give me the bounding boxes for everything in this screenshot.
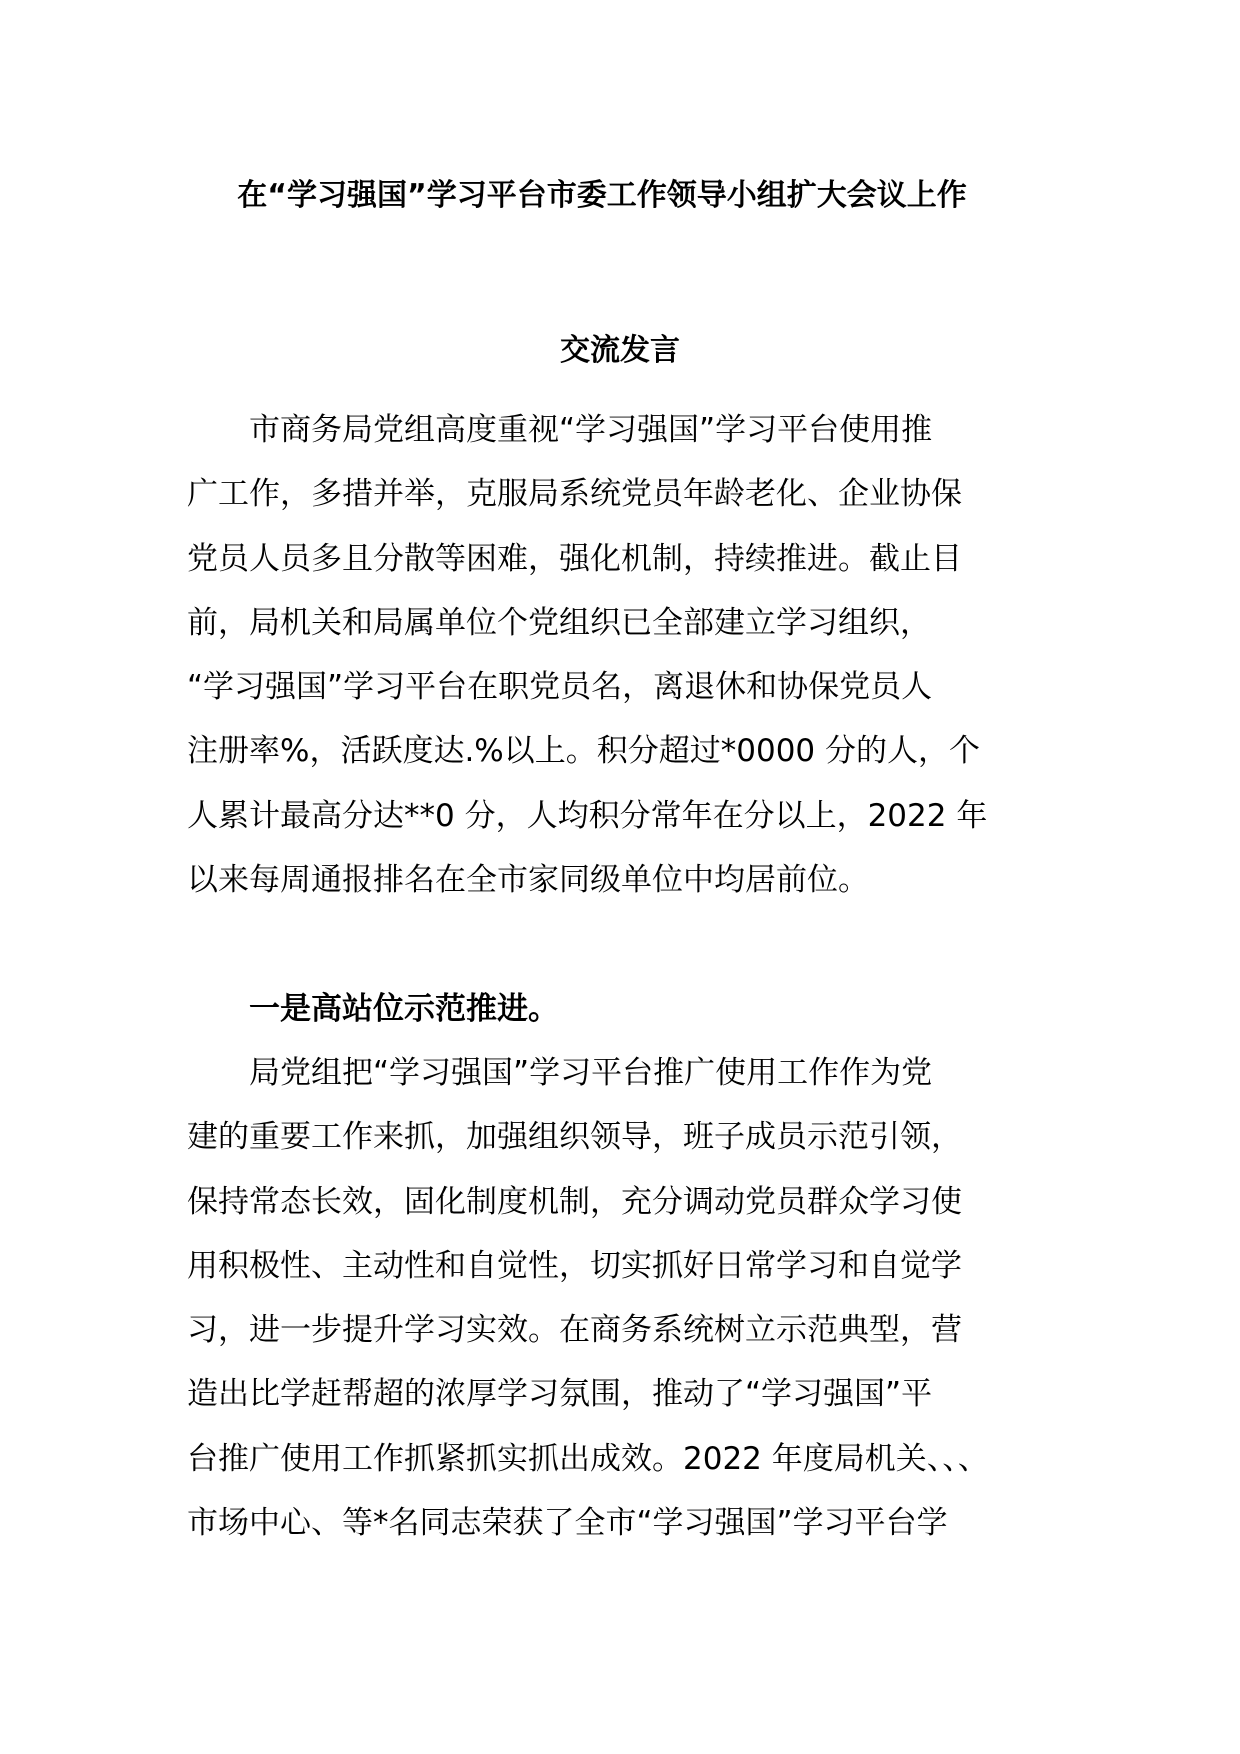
text-line: 前，局机关和局属单位个党组织已全部建立学习组织， — [187, 604, 931, 641]
text-line: 用积极性、主动性和自觉性，切实抓好日常学习和自觉学 — [187, 1247, 962, 1284]
document-title-line-1: 在“学习强国”学习平台市委工作领导小组扩大会议上作 — [237, 178, 967, 213]
text-line: 造出比学赶帮超的浓厚学习氛围，推动了“学习强国”平 — [187, 1376, 933, 1413]
text-line: 注册率%，活跃度达.%以上。积分超过*0000 分的人，个 — [187, 733, 981, 770]
text-line: 人累计最高分达**0 分，人均积分常年在分以上，2022 年 — [187, 797, 988, 834]
text-line: 党员人员多且分散等困难，强化机制，持续推进。截止目 — [187, 540, 962, 577]
text-line: 市商务局党组高度重视“学习强国”学习平台使用推 — [187, 412, 933, 448]
text-line: 习，进一步提升学习实效。在商务系统树立示范典型，营 — [187, 1312, 962, 1349]
paragraph-section-body — [187, 1041, 1053, 1555]
text-line: 市场中心、等*名同志荣获了全市“学习强国”学习平台学 — [187, 1505, 948, 1542]
heading-line: 一是高站位示范推进。 — [187, 991, 559, 1027]
paragraph-intro — [187, 398, 1053, 912]
text-line: 广工作，多措并举，克服局系统党员年龄老化、企业协保 — [187, 476, 962, 513]
document-title-line-2: 交流发言 — [560, 333, 680, 368]
text-line: 台推广使用工作抓紧抓实抓出成效。2022 年度局机关、、、 — [187, 1440, 989, 1477]
text-line: 局党组把“学习强国”学习平台推广使用工作作为党 — [187, 1055, 933, 1091]
text-line: 建的重要工作来抓，加强组织领导，班子成员示范引领， — [187, 1119, 962, 1156]
section-heading — [187, 977, 1053, 1041]
text-line: “学习强国”学习平台在职党员名，离退休和协保党员人 — [187, 669, 933, 706]
text-line: 以来每周通报排名在全市家同级单位中均居前位。 — [187, 862, 869, 899]
text-line: 保持常态长效，固化制度机制，充分调动党员群众学习使 — [187, 1183, 962, 1220]
